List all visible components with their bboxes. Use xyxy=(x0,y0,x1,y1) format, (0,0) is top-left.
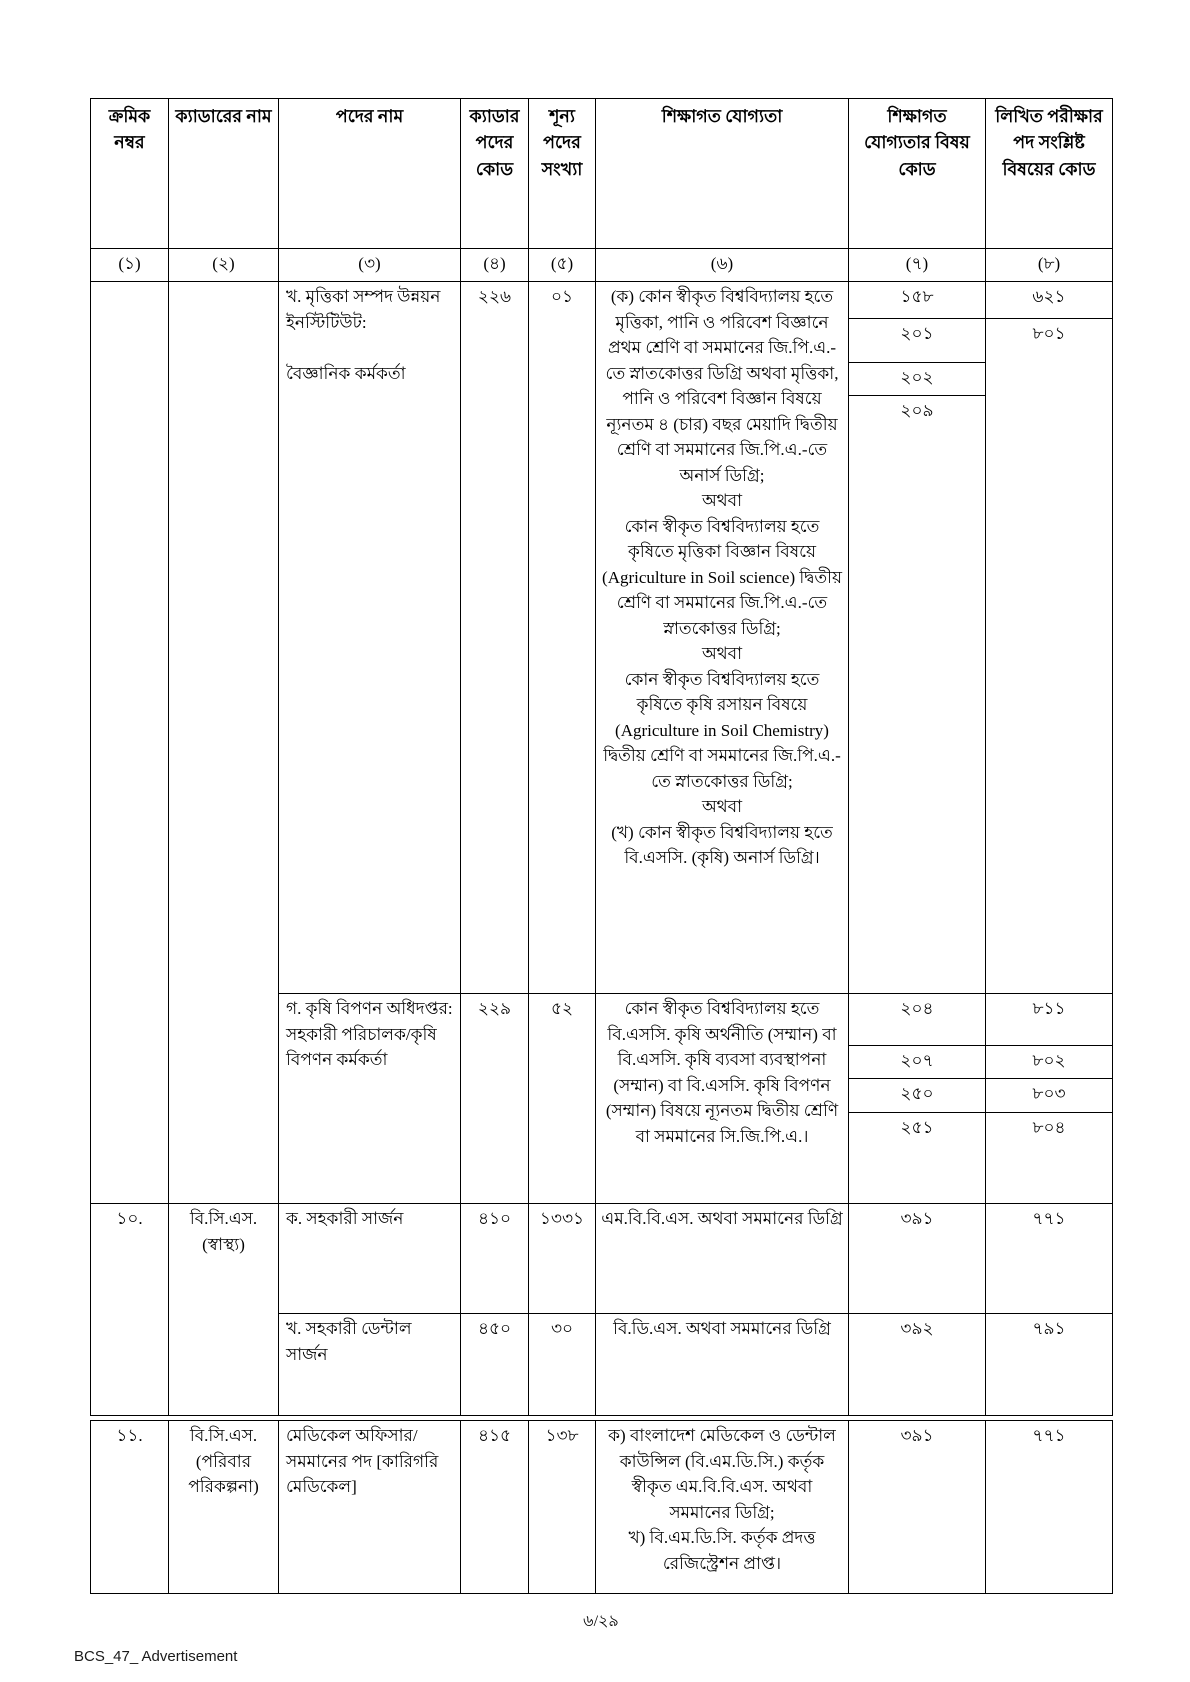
cell-family-cadre: বি.সি.এস. (পরিবার পরিকল্পনা) xyxy=(169,1421,279,1594)
cell-surgeon-qualification: এম.বি.বি.এস. অথবা সমমানের ডিগ্রি xyxy=(596,1204,849,1314)
row-family-planning xyxy=(91,1421,1113,1594)
document-tag: BCS_47_ Advertisement xyxy=(74,1648,238,1665)
cell-surgeon-post-name: ক. সহকারী সার্জন xyxy=(279,1204,461,1314)
cell-dental-subject-code: ৩৯২ xyxy=(849,1314,986,1416)
cell-soil-written-code-2: ৮০১ xyxy=(986,319,1113,994)
health-cadre-line1: বি.সি.এস. xyxy=(189,1209,258,1228)
cell-health-cadre xyxy=(169,1204,279,1416)
column-number-row xyxy=(91,249,1113,282)
cell-surgeon-subject-code: ৩৯১ xyxy=(849,1204,986,1314)
cell-family-qualification xyxy=(596,1421,849,1594)
col-num-8: (৮) xyxy=(986,249,1113,282)
col-num-4: (৪) xyxy=(461,249,529,282)
cell-family-post-name: মেডিকেল অফিসার/সমমানের পদ [কারিগরি মেডিকেল] xyxy=(279,1421,461,1594)
col-header-vacant: শূন্য পদের সংখ্যা xyxy=(529,99,596,249)
cell-marketing-post-code: ২২৯ xyxy=(461,994,529,1204)
cell-soil-post-code: ২২৬ xyxy=(461,282,529,994)
cell-soil-subject-code-2: ২০১ xyxy=(849,319,986,363)
cell-marketing-vacant: ৫২ xyxy=(529,994,596,1204)
marketing-post-line2: সহকারী পরিচালক/কৃষি বিপণন কর্মকর্তা xyxy=(286,1024,437,1069)
cell-marketing-written-code-3: ৮০৩ xyxy=(986,1079,1113,1113)
col-header-post: পদের নাম xyxy=(279,99,461,249)
cell-marketing-subject-code-2: ২০৭ xyxy=(849,1046,986,1079)
cell-dental-vacant: ৩০ xyxy=(529,1314,596,1416)
cell-health-serial: ১০. xyxy=(91,1204,169,1416)
row-health-surgeon xyxy=(91,1204,1113,1314)
row-soil-sub1 xyxy=(91,282,1113,319)
cell-surgeon-written-code: ৭৭১ xyxy=(986,1204,1113,1314)
soil-qual-p1: (ক) কোন স্বীকৃত বিশ্ববিদ্যালয় হতে মৃত্তিকা, পানি ও পরিবেশ বিজ্ঞানে প্রথম শ্রেণি বা সমমানের জি.পি.এ.-তে স্নাতকোত্তর ডিগ্রি অথবা মৃত্তিকা, পানি ও পরিবেশ বিজ্ঞান বিষয়ে ন্যূনতম ৪ (চার) বছর মেয়াদি দ্বিতীয় শ্রেণি বা সমমানের জি.পি.এ.-তে অনার্স ডিগ্রি; xyxy=(605,287,839,485)
soil-post-line1: খ. মৃত্তিকা সম্পদ উন্নয়ন ইনস্টিটিউট: xyxy=(286,287,441,332)
cell-soil-subject-code-1: ১৫৮ xyxy=(849,282,986,319)
col-num-6: (৬) xyxy=(596,249,849,282)
cell-soil-subject-code-3: ২০২ xyxy=(849,363,986,396)
col-header-qualification-subject-code: শিক্ষাগত যোগ্যতার বিষয় কোড xyxy=(849,99,986,249)
soil-qual-p3: কোন স্বীকৃত বিশ্ববিদ্যালয় হতে কৃষিতে মৃত্তিকা বিজ্ঞান বিষয়ে (Agriculture in Soil science) দ্বিতীয় শ্রেণি বা সমমানের জি.পি.এ.-তে স্নাতকোত্তর ডিগ্রি; xyxy=(602,516,842,638)
cell-soil-qualification xyxy=(596,282,849,994)
family-planning-table xyxy=(90,1420,1113,1594)
cell-family-written-code: ৭৭১ xyxy=(986,1421,1113,1594)
marketing-post-line1: গ. কৃষি বিপণন অধিদপ্তর: xyxy=(286,999,453,1018)
cell-soil-subject-code-4: ২০৯ xyxy=(849,396,986,994)
col-header-cadre: ক্যাডারের নাম xyxy=(169,99,279,249)
health-cadre-line2: (স্বাস্থ্য) xyxy=(202,1234,245,1254)
cell-marketing-written-code-1: ৮১১ xyxy=(986,994,1113,1046)
soil-qual-p4: অথবা xyxy=(701,644,743,663)
cell-dental-post-code: ৪৫০ xyxy=(461,1314,529,1416)
cell-cadre-empty xyxy=(169,282,279,1204)
cell-marketing-subject-code-1: ২০৪ xyxy=(849,994,986,1046)
col-num-5: (৫) xyxy=(529,249,596,282)
col-header-cadre-post-code: ক্যাডার পদের কোড xyxy=(461,99,529,249)
col-header-written-exam-subject-code: লিখিত পরীক্ষার পদ সংশ্লিষ্ট বিষয়ের কোড xyxy=(986,99,1113,249)
cell-dental-written-code: ৭৯১ xyxy=(986,1314,1113,1416)
cell-dental-qualification: বি.ডি.এস. অথবা সমমানের ডিগ্রি xyxy=(596,1314,849,1416)
cell-marketing-subject-code-3: ২৫০ xyxy=(849,1079,986,1113)
soil-qual-p6: অথবা xyxy=(701,797,743,816)
cell-serial-empty xyxy=(91,282,169,1204)
col-header-serial: ক্রমিক নম্বর xyxy=(91,99,169,249)
soil-qual-p7: (খ) কোন স্বীকৃত বিশ্ববিদ্যালয় হতে বি.এসসি. (কৃষি) অনার্স ডিগ্রি। xyxy=(611,822,833,867)
cell-surgeon-post-code: ৪১০ xyxy=(461,1204,529,1314)
soil-post-line2: বৈজ্ঞানিক কর্মকর্তা xyxy=(286,364,406,383)
col-num-2: (২) xyxy=(169,249,279,282)
marketing-qual: কোন স্বীকৃত বিশ্ববিদ্যালয় হতে বি.এসসি. কৃষি অর্থনীতি (সম্মান) বা বি.এসসি. কৃষি ব্যবসা ব্যবস্থাপনা (সম্মান) বা বি.এসসি. কৃষি বিপণন (সম্মান) বিষয়ে ন্যূনতম দ্বিতীয় শ্রেণি বা সমমানের সি.জি.পি.এ.। xyxy=(605,999,839,1146)
col-num-3: (৩) xyxy=(279,249,461,282)
family-qual-p1: ক) বাংলাদেশ মেডিকেল ও ডেন্টাল কাউন্সিল (বি.এম.ডি.সি.) কর্তৃক স্বীকৃত এম.বি.বি.এস. অথবা সমমানের ডিগ্রি; xyxy=(608,1426,836,1522)
cell-marketing-qualification xyxy=(596,994,849,1204)
soil-qual-p5: কোন স্বীকৃত বিশ্ববিদ্যালয় হতে কৃষিতে কৃষি রসায়ন বিষয়ে (Agriculture in Soil Chemistry) দ্বিতীয় শ্রেণি বা সমমানের জি.পি.এ.-তে স্নাতকোত্তর ডিগ্রি; xyxy=(603,669,841,791)
cell-marketing-written-code-2: ৮০২ xyxy=(986,1046,1113,1079)
soil-post-gap xyxy=(286,335,456,361)
page-number: ৬/২৯ xyxy=(583,1613,619,1630)
cell-soil-vacant: ০১ xyxy=(529,282,596,994)
family-qual-p2: খ) বি.এম.ডি.সি. কর্তৃক প্রদত্ত রেজিস্ট্রেশন প্রাপ্ত। xyxy=(628,1528,816,1573)
col-header-qualification: শিক্ষাগত যোগ্যতা xyxy=(596,99,849,249)
cell-marketing-subject-code-4: ২৫১ xyxy=(849,1113,986,1204)
cell-dental-post-name: খ. সহকারী ডেন্টাল সার্জন xyxy=(279,1314,461,1416)
cell-surgeon-vacant: ১৩৩১ xyxy=(529,1204,596,1314)
col-num-7: (৭) xyxy=(849,249,986,282)
cell-marketing-post-name xyxy=(279,994,461,1204)
cadre-posts-table xyxy=(90,98,1113,1416)
cell-family-subject-code: ৩৯১ xyxy=(849,1421,986,1594)
cell-family-serial: ১১. xyxy=(91,1421,169,1594)
cell-family-post-code: ৪১৫ xyxy=(461,1421,529,1594)
cell-soil-written-code-1: ৬২১ xyxy=(986,282,1113,319)
soil-qual-p2: অথবা xyxy=(701,491,743,510)
header-row xyxy=(91,99,1113,249)
cell-marketing-written-code-4: ৮০৪ xyxy=(986,1113,1113,1204)
advertisement-page xyxy=(90,98,1112,1594)
cell-soil-post-name xyxy=(279,282,461,994)
col-num-1: (১) xyxy=(91,249,169,282)
cell-family-vacant: ১৩৮ xyxy=(529,1421,596,1594)
